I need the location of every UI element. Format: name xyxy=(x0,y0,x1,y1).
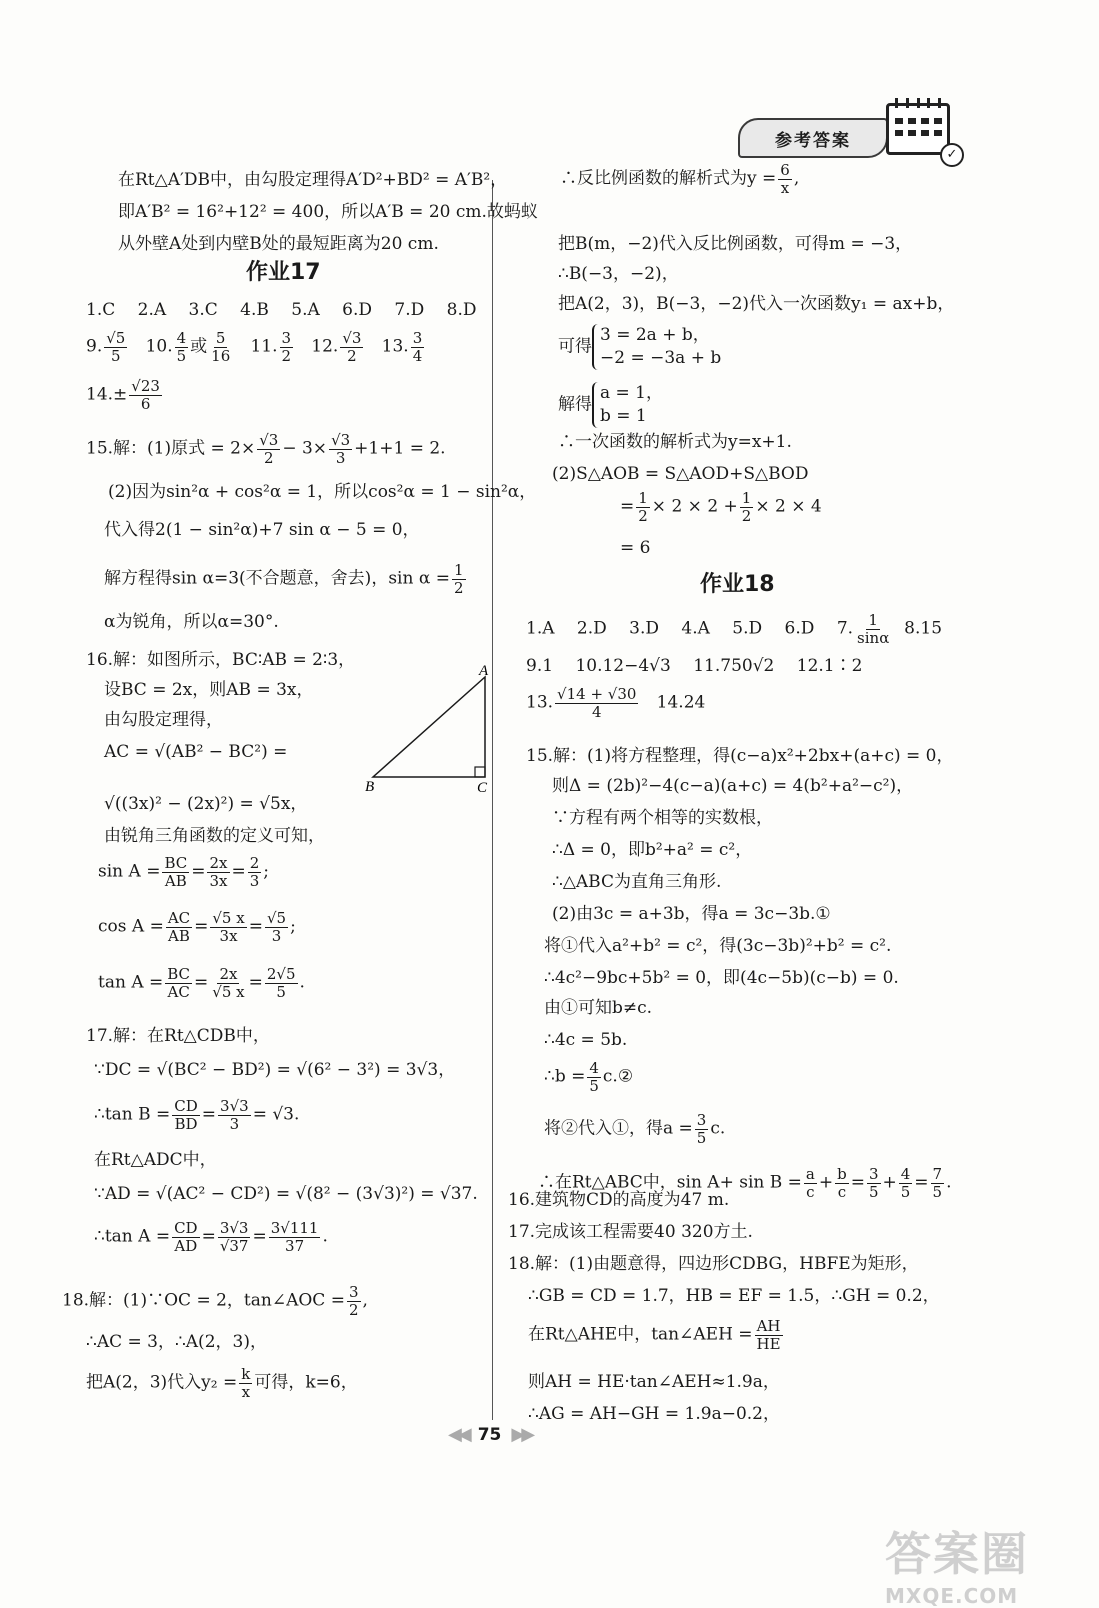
text-line: 由锐角三角函数的定义可知， xyxy=(104,826,325,846)
text-line: 在Rt△AHE中，tan∠AEH = $\frac{AH}{HE}$ xyxy=(528,1317,781,1353)
text-line: 18.解：(1)∵OC = 2，tan∠AOC = $\frac{3}{2}$ , xyxy=(62,1283,368,1319)
text-line: 把A(2，3)，B(−3，−2)代入一次函数y₁ = ax+b， xyxy=(558,294,955,314)
triangle-shape xyxy=(373,677,485,777)
right-triangle-figure xyxy=(365,665,495,795)
fill-answers-row: 9. $\frac{√5}{5}$ 10. $\frac{4}{5}$ 或 $\frac{5}{16}$ 11. $\frac{3}{2}$ 12. $\frac{√3}{2}$ 13. $\frac{3}{4}$ xyxy=(86,329,423,365)
multiple-choice-answers: 1.A 2.D 3.D 4.A 5.D 6.D 7. $\frac{1}{\sin\alpha}$ 8.15 xyxy=(526,611,943,647)
text-line: 15.解：(1)将方程整理，得(c−a)x²+2bx+(a+c) = 0， xyxy=(526,746,954,766)
text-line: 则Δ = (2b)²−4(c−a)(a+c) = 4(b²+a²−c²)， xyxy=(552,776,914,796)
text-line: 解方程得sin α=3(不合题意，舍去)，sin α = $\frac{1}{2}$ xyxy=(104,561,464,597)
watermark-url: MXQE.COM xyxy=(885,1584,1019,1608)
section-heading-18: 作业18 xyxy=(700,572,775,597)
text-line: ∴tan B = $\frac{CD}{BD}$ = $\frac{3√3}{3}$ = √3. xyxy=(94,1097,300,1133)
text-line: 17.解：在Rt△CDB中， xyxy=(86,1026,270,1046)
text-line: 则AH = HE·tan∠AEH≈1.9a， xyxy=(528,1372,780,1392)
watermark xyxy=(885,1518,1085,1608)
text-line: 16.建筑物CD的高度为47 m. xyxy=(508,1190,730,1210)
text-line: (2)由3c = a+3b，得a = 3c−3b.① xyxy=(552,904,831,924)
text-line: ∴4c²−9bc+5b² = 0，即(4c−5b)(c−b) = 0. xyxy=(544,968,899,988)
watermark-logo: 答案圈 xyxy=(885,1527,1029,1581)
vertex-label-c: C xyxy=(477,780,488,795)
vertex-label-a: A xyxy=(479,665,489,679)
column-divider xyxy=(492,180,493,1420)
text-line: 由勾股定理得， xyxy=(104,710,223,730)
solution-15-line: 15.解：(1)原式 = 2× $\frac{√3}{2}$ − 3× $\frac{√3}{3}$ +1+1 = 2. xyxy=(86,431,446,467)
right-angle-mark xyxy=(475,767,485,777)
text-line: AC = √(AB² − BC²) = xyxy=(104,742,288,762)
text-line: = $\frac{1}{2}$ × 2 × 2 + $\frac{1}{2}$ × 2 × 4 xyxy=(620,489,822,525)
text-line: = 6 xyxy=(620,538,651,558)
text-line: 由①可知b≠c. xyxy=(544,998,653,1018)
text-line: ∴GB = CD = 1.7，HB = EF = 1.5，∴GH = 0.2， xyxy=(528,1286,940,1306)
text-line: 17.完成该工程需要40 320方土. xyxy=(508,1222,753,1242)
text-line: (2)因为sin²α + cos²α = 1，所以cos²α = 1 − sin²α， xyxy=(108,482,537,502)
text-line: ∴Δ = 0，即b²+a² = c²， xyxy=(552,840,753,860)
tan-line: tan A = $\frac{BC}{AC}$ = $\frac{2x}{√5 x}$ = $\frac{2√5}{5}$ . xyxy=(98,965,305,1001)
equation-system-2: 解得a = 1， b = 1 xyxy=(558,383,664,426)
text-line: ∴△ABC为直角三角形. xyxy=(552,872,722,892)
text-line: 把B(m，−2)代入反比例函数，可得m = −3， xyxy=(558,234,913,254)
text-line: 设BC = 2x，则AB = 3x， xyxy=(104,680,314,700)
text-line: ∴B(−3，−2)， xyxy=(558,264,679,284)
text-line: ∴AG = AH−GH = 1.9a−0.2， xyxy=(528,1404,780,1424)
text-line: 在Rt△ADC中， xyxy=(94,1150,217,1170)
text-line: ∵AD = √(AC² − CD²) = √(8² − (3√3)²) = √37. xyxy=(94,1184,478,1204)
text-line: ∴tan A = $\frac{CD}{AD}$ = $\frac{3√3}{√37}$ = $\frac{3√111}{37}$ . xyxy=(94,1219,328,1255)
text-line: ∴b = $\frac{4}{5}$ c.② xyxy=(544,1059,634,1095)
text-line: ∵方程有两个相等的实数根， xyxy=(552,808,773,828)
text-line: ∴反比例函数的解析式为y = $\frac{6}{x}$ , xyxy=(560,161,800,197)
text-line: 代入得2(1 − sin²α)+7 sin α − 5 = 0， xyxy=(104,520,420,540)
text-line: 从外壁A处到内壁B处的最短距离为20 cm. xyxy=(118,234,439,254)
section-heading-17: 作业17 xyxy=(246,260,321,285)
vertex-label-b: B xyxy=(365,779,375,795)
text-line: (2)S△AOB = S△AOD+S△BOD xyxy=(552,464,809,484)
next-arrow-icon: ▶▶ xyxy=(511,1424,532,1445)
text-line: 在Rt△A′DB中，由勾股定理得A′D²+BD² = A′B²， xyxy=(118,170,508,190)
page-number: 75 xyxy=(477,1424,502,1445)
text-line: ∵DC = √(BC² − BD²) = √(6² − 3²) = 3√3， xyxy=(94,1060,456,1080)
text-line: 16.解：如图所示，BC∶AB = 2∶3， xyxy=(86,650,356,670)
multiple-choice-answers: 1.C 2.A 3.C 4.B 5.A 6.D 7.D 8.D xyxy=(86,300,477,320)
text-line: ∴4c = 5b. xyxy=(544,1030,628,1050)
text-line: 将①代入a²+b² = c²，得(3c−3b)²+b² = c². xyxy=(544,936,892,956)
text-line: ∴在Rt△ABC中，sin A+ sin B = $\frac{a}{c}$ + $\frac{b}{c}$ = $\frac{3}{5}$ + $\frac{4}{5}$ = $\frac{7}{5}$ . xyxy=(538,1165,952,1201)
text-line: α为锐角，所以α=30°. xyxy=(104,612,279,632)
badge-label: 参考答案 xyxy=(775,130,851,151)
equation-system-1: 可得3 = 2a + b， −2 = −3a + b xyxy=(558,325,722,368)
sin-line: sin A = $\frac{BC}{AB}$ = $\frac{2x}{3x}$ = $\frac{2}{3}$ ; xyxy=(98,854,270,890)
text-line: 18.解：(1)由题意得，四边形CDBG，HBFE为矩形， xyxy=(508,1254,919,1274)
answer-13-14: 13. $\frac{√14 + √30}{4}$ 14.24 xyxy=(526,685,706,721)
cos-line: cos A = $\frac{AC}{AB}$ = $\frac{√5 x}{3x}$ = $\frac{√5}{3}$ ; xyxy=(98,909,296,945)
text-line: 即A′B² = 16²+12² = 400，所以A′B = 20 cm.故蚂蚁 xyxy=(118,202,538,222)
text-line: ∴AC = 3，∴A(2，3)， xyxy=(86,1332,267,1352)
answer-14: 14.± $\frac{√23}{6}$ xyxy=(86,377,160,413)
fill-answers-row: 9.1 10.12−4√3 11.750√2 12.1∶2 xyxy=(526,656,863,676)
page-footer xyxy=(448,1424,531,1445)
prev-arrow-icon: ◀◀ xyxy=(448,1424,468,1445)
text-line: √((3x)² − (2x)²) = √5x， xyxy=(104,794,308,814)
text-line: 将②代入①，得a = $\frac{3}{5}$ c. xyxy=(544,1111,726,1147)
answer-badge xyxy=(738,118,888,158)
text-line: ∴一次函数的解析式为y=x+1. xyxy=(558,432,792,452)
text-line: 把A(2，3)代入y₂ = $\frac{k}{x}$ 可得，k=6， xyxy=(86,1365,358,1401)
calendar-icon xyxy=(886,103,950,155)
check-icon: ✓ xyxy=(940,143,964,167)
